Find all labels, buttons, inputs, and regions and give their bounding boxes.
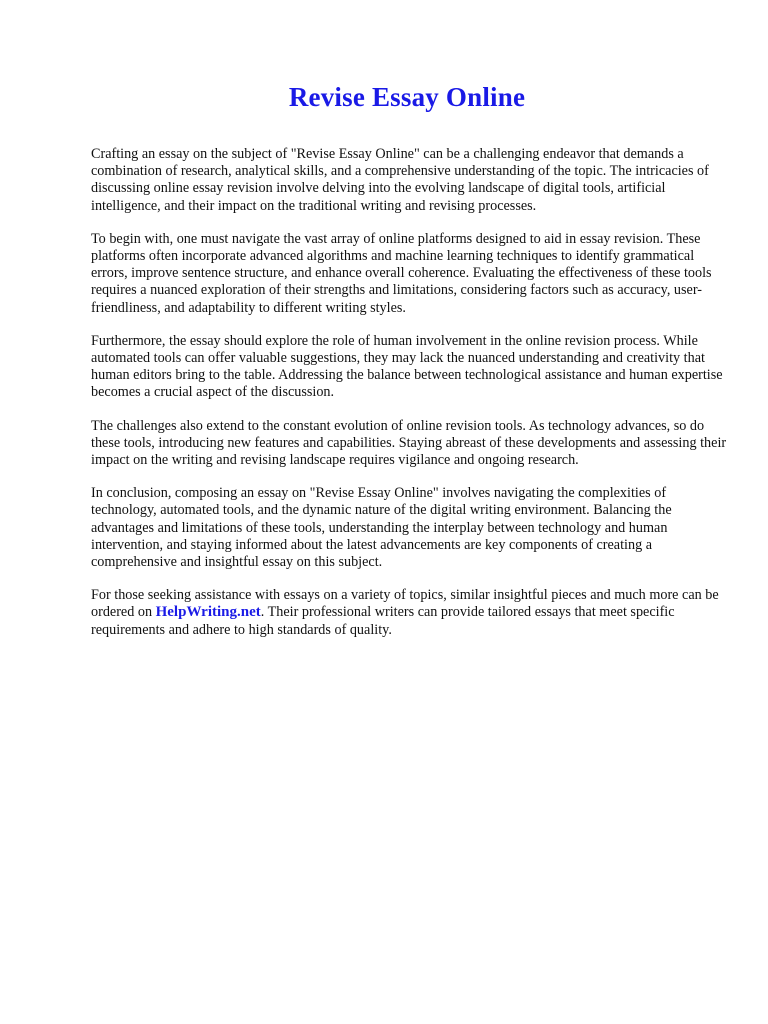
paragraph-intro: Crafting an essay on the subject of "Revise Essay Online" can be a challenging endeavor that demands a combination of research, analytical skills, and a comprehensive understanding of the topic. The intricacies of discussing online essay revision involve delving into the evolving landscape of digital tools, artificial intelligence, and their impact on the traditional writing and revising processes. — [91, 146, 709, 214]
paragraph-platforms: To begin with, one must navigate the vast array of online platforms designed to aid in essay revision. These platforms often incorporate advanced algorithms and machine learning techniques to identify grammatical errors, improve sentence structure, and enhance overall coherence. Evaluating the effectiveness of these tools requires a nuanced exploration of their strengths and limitations, considering factors such as accuracy, user-friendliness, and adaptability to different writing styles. — [91, 230, 712, 316]
closing-text-after-link: . Their professional writers can provide tailored essays that meet specific requirements and adhere to high standards of quality. — [91, 604, 675, 638]
document-body — [91, 146, 727, 655]
paragraph-human-involvement: Furthermore, the essay should explore the role of human involvement in the online revision process. While automated tools can offer valuable suggestions, they may lack the nuanced understanding and creativity that human editors bring to the table. Addressing the balance between technological assistance and human expertise becomes a crucial aspect of the discussion. — [91, 332, 723, 401]
closing-text-before-link: For those seeking assistance with essays on a variety of topics, similar insightful pieces and much more can be ordered on — [91, 587, 719, 621]
paragraph-closing — [91, 587, 727, 639]
paragraph-challenges: The challenges also extend to the constant evolution of online revision tools. As technology advances, so do these tools, introducing new features and capabilities. Staying abreast of these developments and assessing their impact on the writing and revising landscape requires vigilance and ongoing research. — [91, 417, 727, 469]
paragraph-conclusion: In conclusion, composing an essay on "Revise Essay Online" involves navigating the complexities of technology, automated tools, and the dynamic nature of the digital writing environment. Balancing the advantages and limitations of these tools, understanding the interplay between technology and human intervention, and staying informed about the latest advancements are key components of creating a comprehensive and insightful essay on this subject. — [91, 485, 672, 571]
page-title: Revise Essay Online — [288, 82, 526, 112]
helpwriting-link[interactable]: HelpWriting.net — [155, 604, 261, 621]
